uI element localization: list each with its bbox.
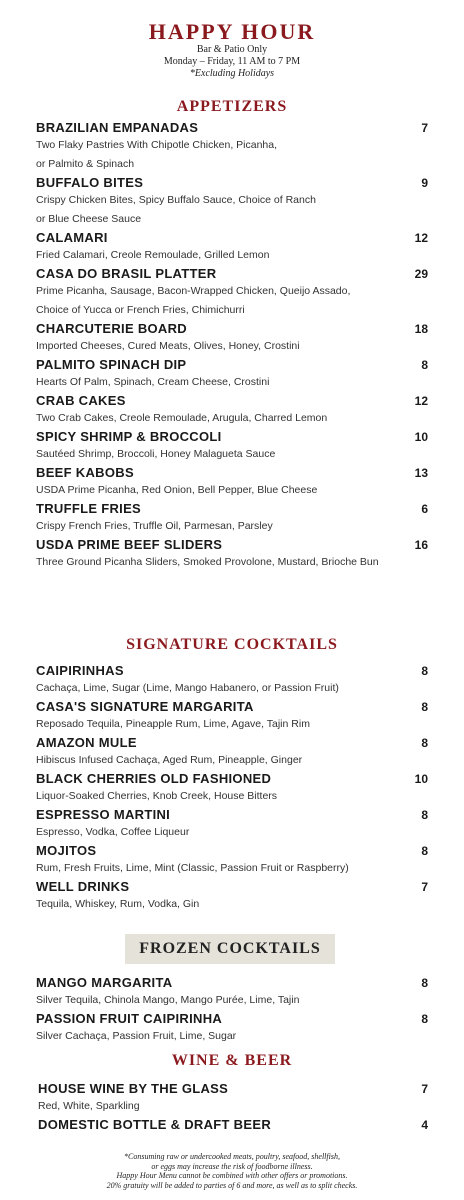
item-name: SPICY SHRIMP & BROCCOLI — [36, 429, 222, 444]
item-name: CALAMARI — [36, 230, 108, 245]
menu-item — [0, 356, 464, 392]
section-title-wine-beer: WINE & BEER — [171, 1052, 293, 1069]
item-name: CAIPIRINHAS — [36, 663, 124, 678]
menu-item — [0, 119, 464, 174]
cocktails-section — [0, 636, 464, 914]
disclaimer-line: *Consuming raw or undercooked meats, poultry, seafood, shellfish, — [124, 1152, 340, 1161]
item-name: PALMITO SPINACH DIP — [36, 357, 187, 372]
appetizers-section — [0, 98, 464, 572]
item-name: CASA DO BRASIL PLATTER — [36, 266, 217, 281]
menu-item — [0, 842, 464, 878]
item-price: 6 — [421, 502, 428, 516]
item-name: CHARCUTERIE BOARD — [36, 321, 187, 336]
item-name: BLACK CHERRIES OLD FASHIONED — [36, 771, 272, 786]
frozen-section — [0, 974, 464, 1046]
section-title-cocktails: SIGNATURE COCKTAILS — [126, 636, 338, 653]
item-name: USDA PRIME BEEF SLIDERS — [36, 537, 223, 552]
footer-disclaimer — [0, 1152, 464, 1190]
item-description: Prime Picanha, Sausage, Bacon-Wrapped Chicken, Queijo Assado, — [36, 285, 351, 297]
item-description: Two Crab Cakes, Creole Remoulade, Arugula, Charred Lemon — [36, 412, 328, 424]
menu-item — [0, 770, 464, 806]
item-description: Sautéed Shrimp, Broccoli, Honey Malagueta Sauce — [36, 448, 276, 460]
menu-item — [0, 662, 464, 698]
section-title-frozen: FROZEN COCKTAILS — [139, 940, 321, 957]
item-price: 7 — [421, 880, 428, 894]
menu-item — [0, 734, 464, 770]
item-name: ESPRESSO MARTINI — [36, 807, 171, 822]
wine-beer-section — [0, 1052, 464, 1133]
menu-item — [0, 806, 464, 842]
item-price: 16 — [414, 538, 428, 552]
menu-item — [0, 1116, 464, 1133]
item-description: Silver Tequila, Chinola Mango, Mango Purée, Lime, Tajin — [36, 994, 300, 1006]
item-name: TRUFFLE FRIES — [36, 501, 142, 516]
menu-item — [0, 174, 464, 229]
item-description: Choice of Yucca or French Fries, Chimichurri — [36, 304, 245, 316]
item-name: PASSION FRUIT CAIPIRINHA — [36, 1011, 223, 1026]
menu-item — [0, 878, 464, 914]
item-description: Silver Cachaça, Passion Fruit, Lime, Sugar — [36, 1030, 237, 1042]
item-price: 8 — [421, 736, 428, 750]
item-description: Imported Cheeses, Cured Meats, Olives, Honey, Crostini — [36, 340, 300, 352]
item-description: Reposado Tequila, Pineapple Rum, Lime, Agave, Tajin Rim — [36, 718, 310, 730]
item-price: 13 — [414, 466, 428, 480]
menu-item — [0, 229, 464, 265]
disclaimer-line: Happy Hour Menu cannot be combined with other offers or promotions. — [116, 1171, 348, 1180]
menu-item — [0, 1080, 464, 1116]
menu-item — [0, 320, 464, 356]
item-price: 8 — [421, 1012, 428, 1026]
item-description: Fried Calamari, Creole Remoulade, Grilled Lemon — [36, 249, 270, 261]
disclaimer-line: 20% gratuity will be added to parties of 6 and more, as well as to split checks. — [106, 1180, 358, 1190]
item-name: HOUSE WINE BY THE GLASS — [38, 1081, 229, 1096]
item-description: or Palmito & Spinach — [36, 158, 135, 170]
item-description: USDA Prime Picanha, Red Onion, Bell Pepper, Blue Cheese — [36, 484, 318, 496]
menu-item — [0, 392, 464, 428]
item-description: Hibiscus Infused Cachaça, Aged Rum, Pineapple, Ginger — [36, 754, 303, 766]
item-price: 7 — [421, 121, 428, 135]
menu-item — [0, 536, 464, 572]
item-description: Rum, Fresh Fruits, Lime, Mint (Classic, Passion Fruit or Raspberry) — [36, 862, 349, 874]
item-description: Liquor-Soaked Cherries, Knob Creek, House Bitters — [36, 790, 278, 802]
item-price: 4 — [421, 1118, 428, 1132]
item-name: CRAB CAKES — [36, 393, 126, 408]
item-price: 8 — [421, 808, 428, 822]
item-description: Crispy French Fries, Truffle Oil, Parmesan, Parsley — [36, 520, 273, 532]
item-price: 7 — [421, 1082, 428, 1096]
menu-item — [0, 500, 464, 536]
frozen-cocktails-banner — [125, 934, 335, 964]
item-description: Espresso, Vodka, Coffee Liqueur — [36, 826, 190, 838]
menu-item — [0, 1010, 464, 1046]
item-name: MANGO MARGARITA — [36, 975, 173, 990]
section-title-appetizers: APPETIZERS — [176, 98, 288, 115]
menu-item — [0, 974, 464, 1010]
item-price: 8 — [421, 358, 428, 372]
item-name: BEEF KABOBS — [36, 465, 134, 480]
item-name: AMAZON MULE — [36, 735, 137, 750]
item-description: Cachaça, Lime, Sugar (Lime, Mango Habanero, or Passion Fruit) — [36, 682, 339, 694]
holiday-note: *Excluding Holidays — [189, 68, 275, 79]
item-price: 10 — [414, 772, 428, 786]
disclaimer-line: or eggs may increase the risk of foodborne illness. — [151, 1161, 313, 1171]
menu-header — [0, 0, 464, 80]
item-description: Three Ground Picanha Sliders, Smoked Provolone, Mustard, Brioche Bun — [36, 556, 379, 568]
item-price: 12 — [414, 231, 428, 245]
item-price: 8 — [421, 976, 428, 990]
item-price: 10 — [414, 430, 428, 444]
item-description: Red, White, Sparkling — [38, 1100, 140, 1112]
item-description: Tequila, Whiskey, Rum, Vodka, Gin — [36, 898, 200, 910]
item-description: Two Flaky Pastries With Chipotle Chicken, Picanha, — [36, 139, 278, 151]
menu-item — [0, 698, 464, 734]
item-name: WELL DRINKS — [36, 879, 130, 894]
menu-item — [0, 265, 464, 320]
menu-item — [0, 428, 464, 464]
item-description: Crispy Chicken Bites, Spicy Buffalo Sauce, Choice of Ranch — [36, 194, 316, 206]
item-price: 8 — [421, 844, 428, 858]
item-price: 8 — [421, 664, 428, 678]
item-description: or Blue Cheese Sauce — [36, 213, 142, 225]
item-price: 18 — [414, 322, 428, 336]
item-price: 9 — [421, 176, 428, 190]
item-name: CASA'S SIGNATURE MARGARITA — [36, 699, 254, 714]
item-name: DOMESTIC BOTTLE & DRAFT BEER — [38, 1117, 272, 1132]
location-note: Bar & Patio Only — [196, 44, 268, 55]
item-description: Hearts Of Palm, Spinach, Cream Cheese, Crostini — [36, 376, 270, 388]
hours-note: Monday – Friday, 11 AM to 7 PM — [163, 56, 301, 67]
menu-item — [0, 464, 464, 500]
item-name: BRAZILIAN EMPANADAS — [36, 120, 199, 135]
item-price: 29 — [414, 267, 428, 281]
item-price: 8 — [421, 700, 428, 714]
page-title: HAPPY HOUR — [148, 19, 316, 44]
item-price: 12 — [414, 394, 428, 408]
item-name: BUFFALO BITES — [36, 175, 144, 190]
item-name: MOJITOS — [36, 843, 97, 858]
